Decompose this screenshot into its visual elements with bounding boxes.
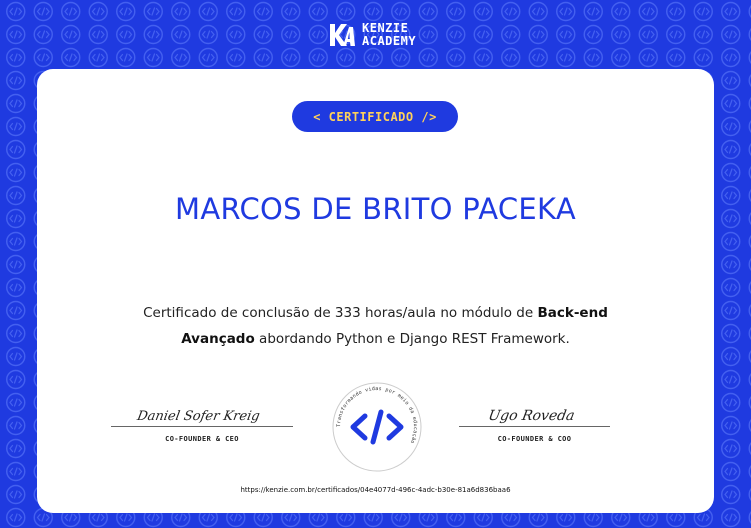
ceo-role: CO-FOUNDER & CEO xyxy=(165,435,239,443)
signature-block-ceo xyxy=(111,396,293,443)
signature-block-coo xyxy=(459,396,610,443)
coo-signature-image xyxy=(475,396,595,426)
logo-line-2: ACADEMY xyxy=(362,34,417,48)
ceo-signature-line xyxy=(111,426,293,427)
description-text-1: Certificado de conclusão de 333 horas/aula no módulo de xyxy=(143,305,538,321)
coo-role: CO-FOUNDER & COO xyxy=(497,435,572,443)
recipient-name: MARCOS DE BRITO PACEKA xyxy=(175,192,576,226)
logo-line-1: KENZIE xyxy=(362,21,409,35)
seal-text: Transformando vidas por meio da educação xyxy=(335,385,419,445)
coo-signature-text: Ugo Roveda xyxy=(486,408,576,424)
kenzie-ka-logo-icon xyxy=(328,21,356,49)
code-icon xyxy=(353,412,401,442)
certificate-badge: < CERTIFICADO /> xyxy=(292,101,458,132)
kenzie-seal xyxy=(331,381,423,473)
description-text-2: abordando Python e Django REST Framework. xyxy=(254,331,570,347)
certificate-url: https://kenzie.com.br/certificados/04e4077d-496c-4adc-b30e-81a6d836baa6 xyxy=(240,486,511,494)
coo-signature-line xyxy=(459,426,610,427)
kenzie-logo xyxy=(328,17,416,53)
certificate-description xyxy=(110,300,641,352)
ceo-signature-image xyxy=(122,396,282,426)
ceo-signature-text: Daniel Sofer Kreig xyxy=(135,409,261,424)
module-name: Back-end Avançado xyxy=(181,305,608,347)
